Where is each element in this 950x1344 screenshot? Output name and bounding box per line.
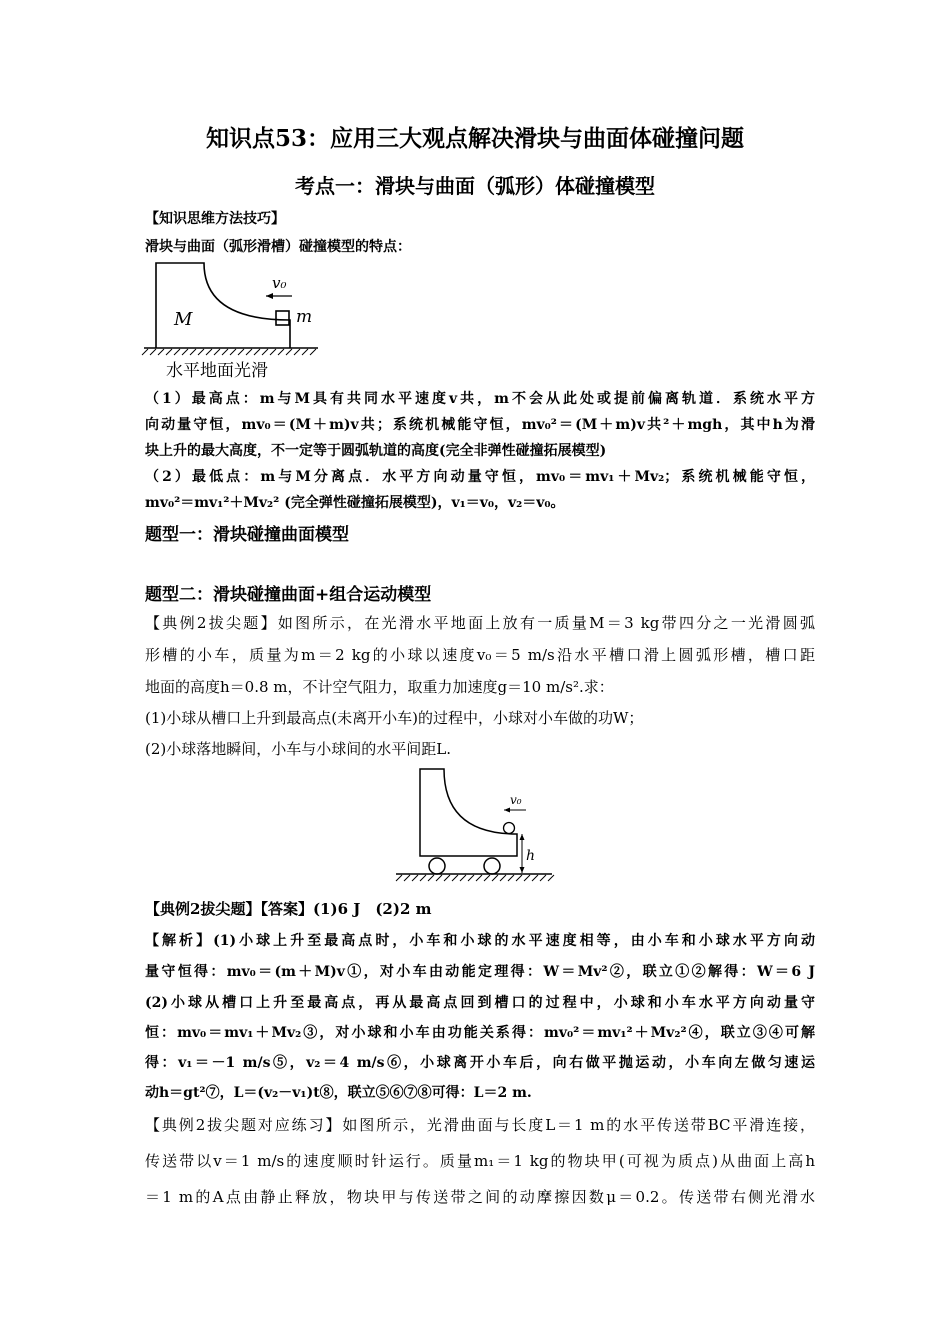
arrow-up-icon (520, 834, 525, 840)
ground-hatch (142, 349, 316, 355)
arrow-head-icon (504, 808, 510, 813)
practice-line2: 传送带以v＝1 m/s的速度顺时针运行。质量m₁＝1 kg的物块甲(可视为质点)从曲面上高h (145, 1152, 815, 1170)
practice-line3: ＝1 m的A点由静止释放，物块甲与传送带之间的动摩擦因数μ＝0.2。传送带右侧光滑水 (145, 1188, 815, 1206)
mass-M-label: M (174, 309, 193, 330)
small-ball (504, 823, 515, 834)
figure-cart (390, 764, 565, 889)
cart-wheel-left (429, 858, 445, 874)
method-intro: 滑块与曲面（弧形滑槽）碰撞模型的特点： (145, 239, 411, 255)
figure-block-curve (140, 258, 330, 383)
type1-heading: 题型一：滑块碰撞曲面模型 (145, 525, 349, 545)
cart-outline (420, 769, 517, 856)
analysis-line6: 动h＝gt²⑦，L＝(v₂－v₁)t⑧，联立⑤⑥⑦⑧可得：L＝2 m. (145, 1085, 532, 1101)
example-question2: (2)小球落地瞬间，小车与小球间的水平间距L. (145, 740, 451, 758)
type2-heading: 题型二：滑块碰撞曲面+组合运动模型 (145, 585, 432, 605)
mass-m-label: m (296, 307, 313, 327)
block-outline (156, 263, 290, 348)
velocity-label: v₀ (272, 274, 287, 292)
arrow-down-icon (520, 867, 525, 873)
ground-hatch-2 (396, 875, 554, 881)
analysis-line2: 量守恒得：mv₀＝(m＋M)v①，对小车由动能定理得：W＝Mv²②，联立①②解得：W＝6 J (145, 964, 815, 980)
arrow-head-icon (266, 293, 273, 299)
example-line2: 形槽的小车，质量为m＝2 kg的小球以速度v₀＝5 m/s沿水平槽口滑上圆弧形槽，槽口距 (145, 646, 815, 664)
point2-line2: mv₀²＝mv₁²＋Mv₂² (完全弹性碰撞拓展模型)，v₁＝v₀，v₂＝v₀。 (145, 495, 565, 511)
cart-wheel-right (484, 858, 500, 874)
analysis-line1: 【解析】(1)小球上升至最高点时，小车和小球的水平速度相等，由小车和小球水平方向动 (145, 933, 815, 949)
analysis-line4: 恒：mv₀＝mv₁＋Mv₂③，对小球和小车由功能关系得：mv₀²＝mv₁²＋Mv₂²④，联立③④可解 (145, 1025, 815, 1041)
page-title: 知识点53：应用三大观点解决滑块与曲面体碰撞问题 (205, 125, 744, 152)
point1-line2: 向动量守恒，mv₀＝(M＋m)v共；系统机械能守恒，mv₀²＝(M＋m)v共²＋mgh，其中h为滑 (145, 417, 815, 433)
example-line3: 地面的高度h＝0.8 m，不计空气阻力，取重力加速度g＝10 m/s².求： (145, 678, 614, 696)
practice-line1: 【典例2拔尖题对应练习】如图所示，光滑曲面与长度L＝1 m的水平传送带BC平滑连接， (145, 1116, 815, 1134)
point1-line1: （1）最高点：m与M具有共同水平速度v共，m不会从此处或提前偏离轨道．系统水平方 (145, 391, 815, 407)
answer-line: 【典例2拔尖题】【答案】(1)6 J (2)2 m (145, 900, 432, 918)
height-label: h (526, 848, 536, 864)
page-subtitle: 考点一：滑块与曲面（弧形）体碰撞模型 (295, 174, 655, 198)
analysis-line3: (2)小球从槽口上升至最高点，再从最高点回到槽口的过程中，小球和小车水平方向动量守 (145, 995, 815, 1011)
example-line1: 【典例2拔尖题】如图所示，在光滑水平地面上放有一质量M＝3 kg带四分之一光滑圆弧 (145, 614, 815, 632)
ground-label: 水平地面光滑 (166, 361, 268, 381)
point1-line3: 块上升的最大高度，不一定等于圆弧轨道的高度(完全非弹性碰撞拓展模型) (145, 443, 607, 459)
velocity-label-2: v₀ (510, 793, 522, 807)
example-question1: (1)小球从槽口上升到最高点(未离开小车)的过程中，小球对小车做的功W； (145, 709, 644, 727)
method-heading: 【知识思维方法技巧】 (145, 211, 285, 227)
analysis-line5: 得：v₁＝－1 m/s⑤，v₂＝4 m/s⑥，小球离开小车后，向右做平抛运动，小车向左做匀速运 (145, 1055, 815, 1071)
point2-line1: （2）最低点：m与M分离点．水平方向动量守恒，mv₀＝mv₁＋Mv₂；系统机械能守恒， (145, 469, 815, 485)
small-block-m (276, 311, 289, 325)
